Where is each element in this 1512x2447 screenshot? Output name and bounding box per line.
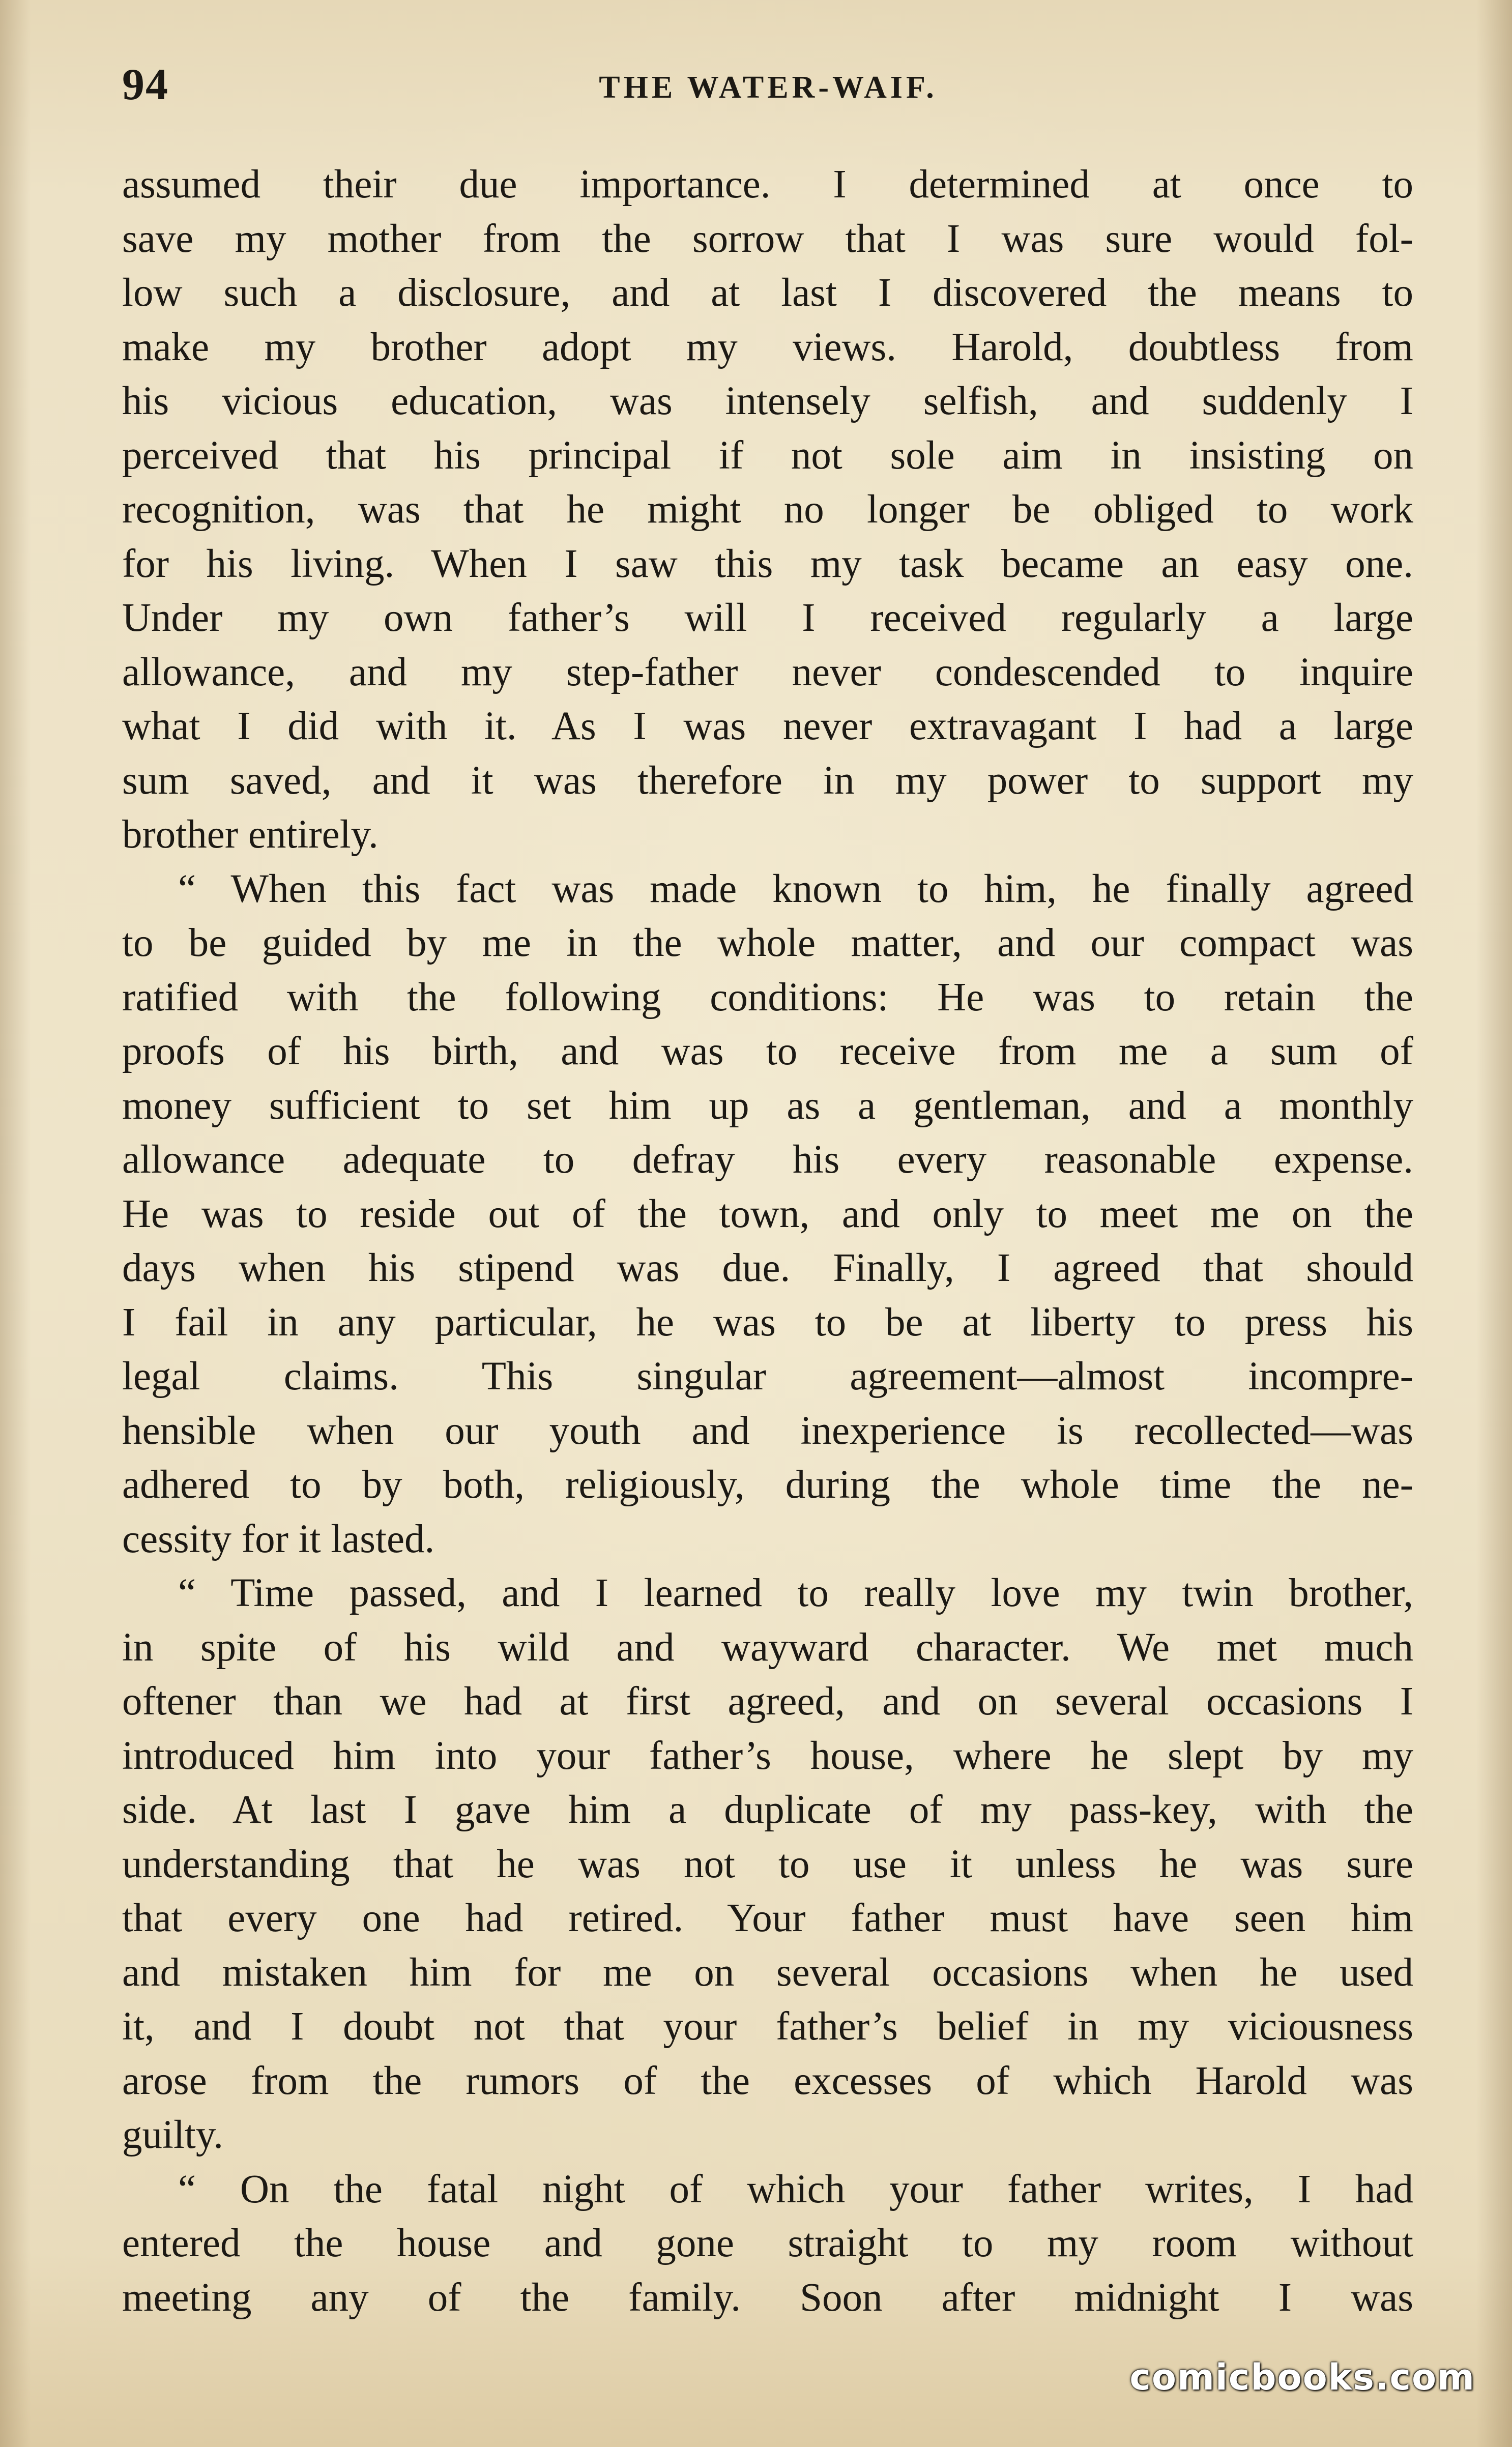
text-line: “ When this fact was made known to him, he finally agreed [178, 866, 1413, 911]
body-text [122, 158, 1413, 2325]
text-line: ratified with the following conditions: He was to retain the [122, 975, 1413, 1019]
text-line: his vicious education, was intensely selfish, and suddenly I [122, 379, 1413, 423]
running-title: THE WATER-WAIF. [599, 70, 938, 105]
text-line: “ Time passed, and I learned to really love my twin brother, [178, 1571, 1413, 1615]
text-line: recognition, was that he might no longer be obliged to work [122, 487, 1413, 532]
text-line: hensible when our youth and inexperience is recollected—was [122, 1408, 1413, 1453]
text-line: save my mother from the sorrow that I was sure would fol- [122, 216, 1413, 261]
text-line: sum saved, and it was therefore in my power to support my [122, 758, 1413, 803]
text-line: entered the house and gone straight to my room without [122, 2221, 1413, 2265]
text-line: I fail in any particular, he was to be at liberty to press his [122, 1300, 1413, 1345]
text-line: “ On the fatal night of which your father writes, I had [178, 2167, 1413, 2211]
text-line: assumed their due importance. I determined at once to [122, 162, 1413, 207]
text-line: it, and I doubt not that your father’s belief in my viciousness [122, 2004, 1413, 2049]
page-number: 94 [122, 60, 169, 109]
text-line: and mistaken him for me on several occasions when he used [122, 1950, 1413, 1995]
text-line: legal claims. This singular agreement—almost incompre- [122, 1354, 1413, 1399]
text-line: what I did with it. As I was never extravagant I had a large [122, 704, 1413, 748]
page-header [122, 51, 1414, 117]
text-line: allowance, and my step-father never condescended to inquire [122, 650, 1413, 694]
text-line: Under my own father’s will I received regularly a large [122, 596, 1413, 640]
text-line: low such a disclosure, and at last I discovered the means to [122, 271, 1413, 315]
text-line: allowance adequate to defray his every reasonable expense. [122, 1138, 1413, 1182]
text-line: side. At last I gave him a duplicate of my pass-key, with the [122, 1788, 1413, 1832]
text-line: understanding that he was not to use it unless he was sure [122, 1842, 1413, 1886]
text-line: money sufficient to set him up as a gentleman, and a monthly [122, 1083, 1413, 1128]
text-line: guilty. [122, 2113, 223, 2157]
text-line: He was to reside out of the town, and only to meet me on the [122, 1191, 1413, 1236]
text-line: cessity for it lasted. [122, 1517, 435, 1561]
text-line: make my brother adopt my views. Harold, doubtless from [122, 325, 1413, 369]
text-line: days when his stipend was due. Finally, I agreed that should [122, 1246, 1413, 1290]
text-line: in spite of his wild and wayward character. We met much [122, 1625, 1413, 1670]
text-line: introduced him into your father’s house, where he slept by my [122, 1733, 1413, 1778]
text-line: that every one had retired. Your father must have seen him [122, 1896, 1413, 1940]
text-line: perceived that his principal if not sole aim in insisting on [122, 433, 1413, 478]
site-watermark: comicbooks.com [1129, 2356, 1475, 2398]
text-line: for his living. When I saw this my task became an easy one. [122, 541, 1413, 586]
text-line: brother entirely. [122, 812, 379, 857]
text-line: adhered to by both, religiously, during the whole time the ne- [122, 1463, 1413, 1507]
text-line: to be guided by me in the whole matter, and our compact was [122, 921, 1413, 965]
text-line: meeting any of the family. Soon after midnight I was [122, 2275, 1413, 2320]
text-line: arose from the rumors of the excesses of which Harold was [122, 2058, 1413, 2103]
text-line: proofs of his birth, and was to receive from me a sum of [122, 1029, 1413, 1073]
text-line: oftener than we had at first agreed, and on several occasions I [122, 1679, 1413, 1724]
